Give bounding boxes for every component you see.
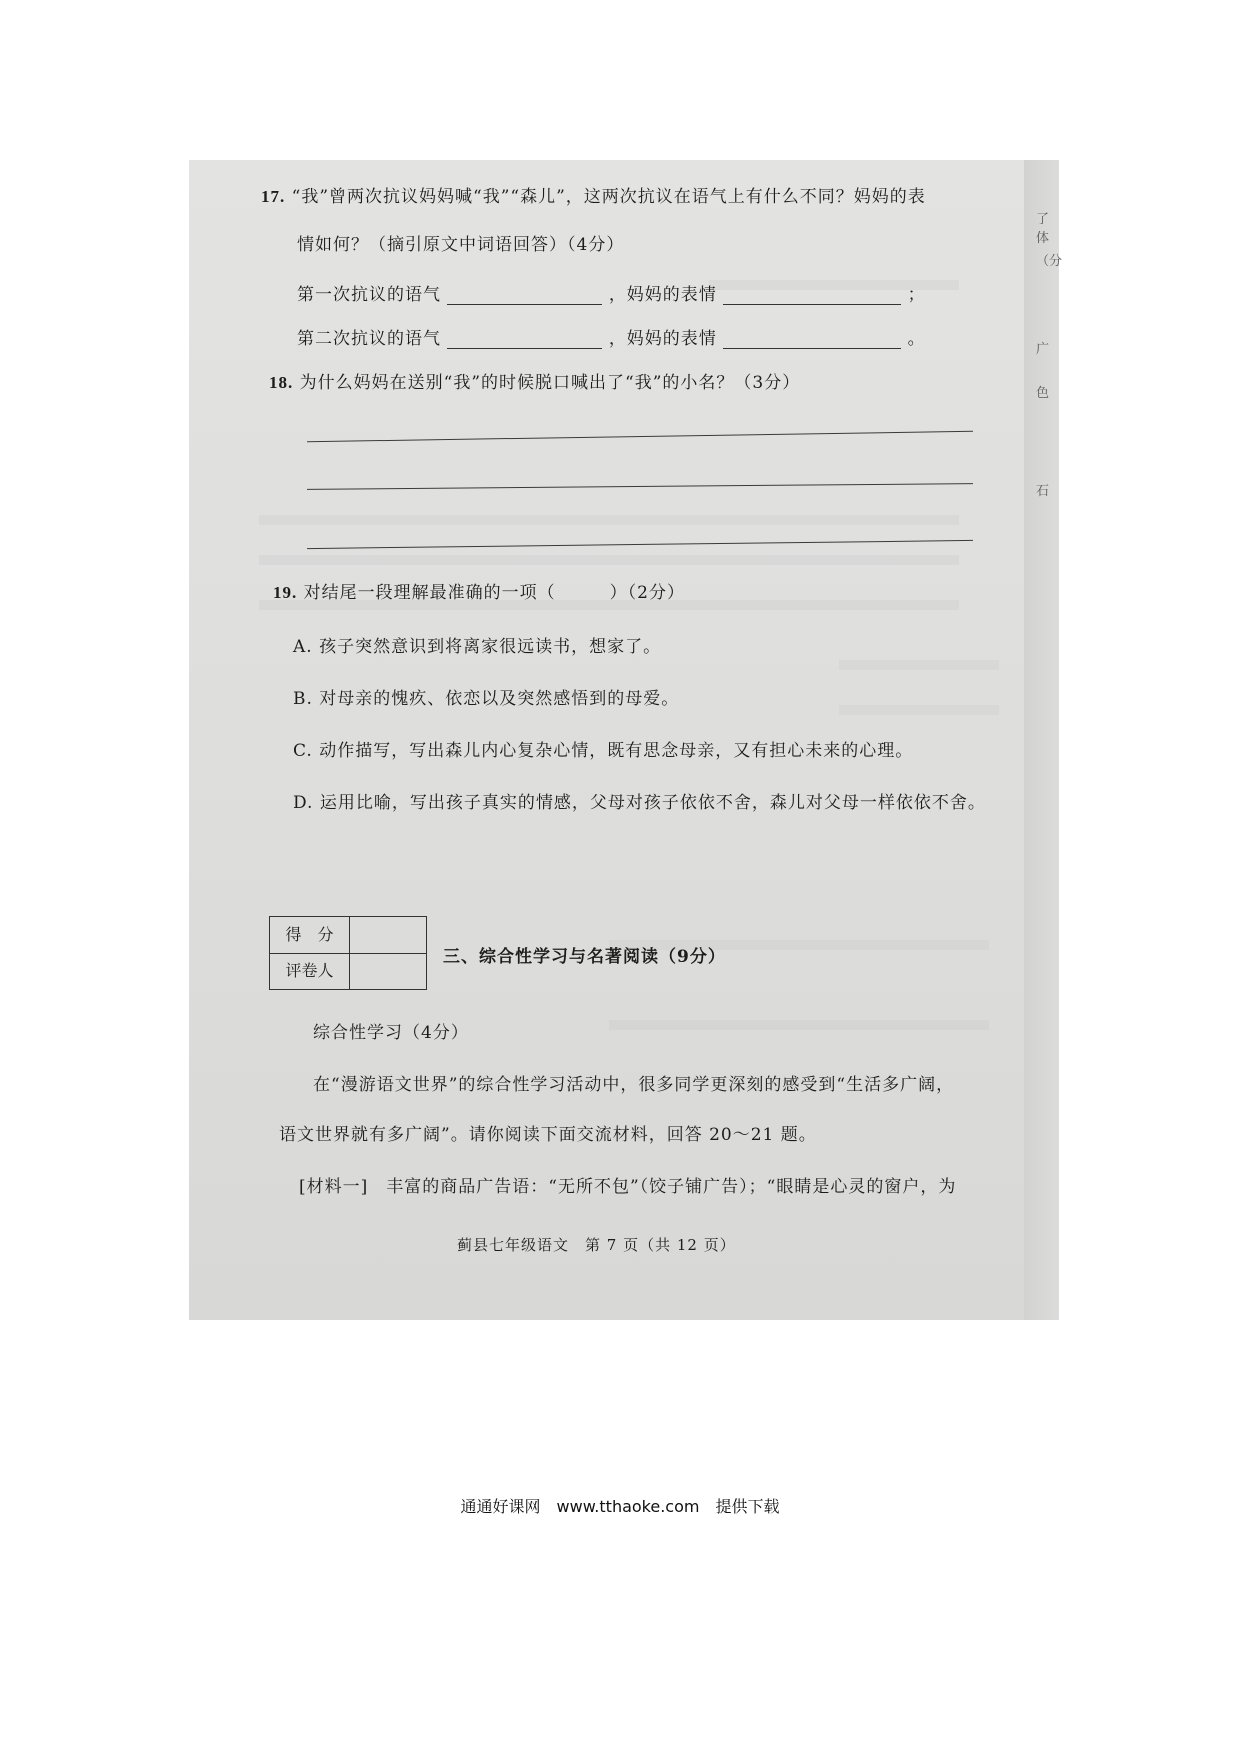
edge-text: 石 (1036, 484, 1050, 499)
material-one: [材料一] 丰富的商品广告语：“无所不包”（饺子铺广告）；“眼睛是心灵的窗户，为 (299, 1177, 957, 1197)
page-footer: 蓟县七年级语文 第 7 页（共 12 页） (457, 1236, 736, 1254)
bleed-through (839, 660, 999, 670)
score-label: 得 分 (285, 925, 334, 944)
question-17 (261, 182, 926, 207)
edge-text: 色 (1036, 386, 1050, 401)
bleed-through (259, 515, 959, 525)
answer-blank[interactable] (723, 334, 901, 349)
bleed-through (609, 1020, 989, 1030)
answer-line[interactable] (307, 483, 973, 490)
answer-blank[interactable] (447, 334, 602, 349)
question-number: 18. (269, 373, 294, 392)
answer-line[interactable] (307, 540, 973, 549)
section-paragraph-line2: 语文世界就有多广阔”。请你阅读下面交流材料，回答 20～21 题。 (279, 1125, 817, 1145)
score-table (269, 916, 427, 990)
punctuation: 。 (907, 329, 926, 349)
grader-row (270, 953, 426, 989)
edge-text: 广 (1036, 342, 1050, 357)
question-text: 为什么妈妈在送别“我”的时候脱口喊出了“我”的小名？（3分） (299, 373, 801, 393)
edge-text: 了体 (1036, 212, 1050, 246)
section-3-title: 三、综合性学习与名著阅读（9分） (443, 947, 726, 967)
question-number: 17. (261, 187, 286, 206)
answer-blank[interactable] (447, 290, 602, 305)
question-text: “我”曾两次抗议妈妈喊“我”“森儿”，这两次抗议在语气上有什么不同？妈妈的表 (291, 187, 926, 207)
edge-text: （分 (1036, 254, 1063, 269)
second-protest-label: 第二次抗议的语气 (297, 329, 441, 349)
answer-line[interactable] (307, 431, 973, 442)
section-subtitle: 综合性学习（4分） (313, 1023, 469, 1043)
adjacent-page-edge (1024, 160, 1063, 1320)
option-a: A. 孩子突然意识到将离家很远读书，想家了。 (293, 637, 662, 657)
option-b: B. 对母亲的愧疚、依恋以及突然感悟到的母爱。 (293, 689, 680, 709)
answer-blank[interactable] (723, 290, 901, 305)
option-d: D. 运用比喻，写出孩子真实的情感，父母对孩子依依不舍，森儿对父母一样依依不舍。 (293, 793, 986, 813)
question-17-cont: 情如何？（摘引原文中词语回答）（4分） (297, 235, 625, 255)
question-19 (273, 578, 685, 603)
question-text: 对结尾一段理解最准确的一项（ ）（2分） (303, 583, 685, 603)
question-18 (269, 368, 800, 393)
option-c: C. 动作描写，写出森儿内心复杂心情，既有思念母亲，又有担心未来的心理。 (293, 741, 914, 761)
q17-first-answer-row (297, 280, 926, 305)
bleed-through (839, 705, 999, 715)
first-protest-label: 第一次抗议的语气 (297, 285, 441, 305)
punctuation: ； (907, 285, 926, 305)
bleed-through (259, 555, 959, 565)
score-row (270, 917, 426, 954)
mother-expression-label: ，妈妈的表情 (608, 329, 717, 349)
grader-label: 评卷人 (285, 961, 334, 980)
section-paragraph-line1: 在“漫游语文世界”的综合性学习活动中，很多同学更深刻的感受到“生活多广阔， (313, 1075, 955, 1095)
scanned-exam-page (189, 160, 1063, 1320)
q17-second-answer-row (297, 324, 926, 349)
download-credit: 通通好课网 www.tthaoke.com 提供下载 (460, 1497, 780, 1516)
question-number: 19. (273, 583, 298, 602)
table-divider (349, 917, 350, 989)
mother-expression-label: ，妈妈的表情 (608, 285, 717, 305)
